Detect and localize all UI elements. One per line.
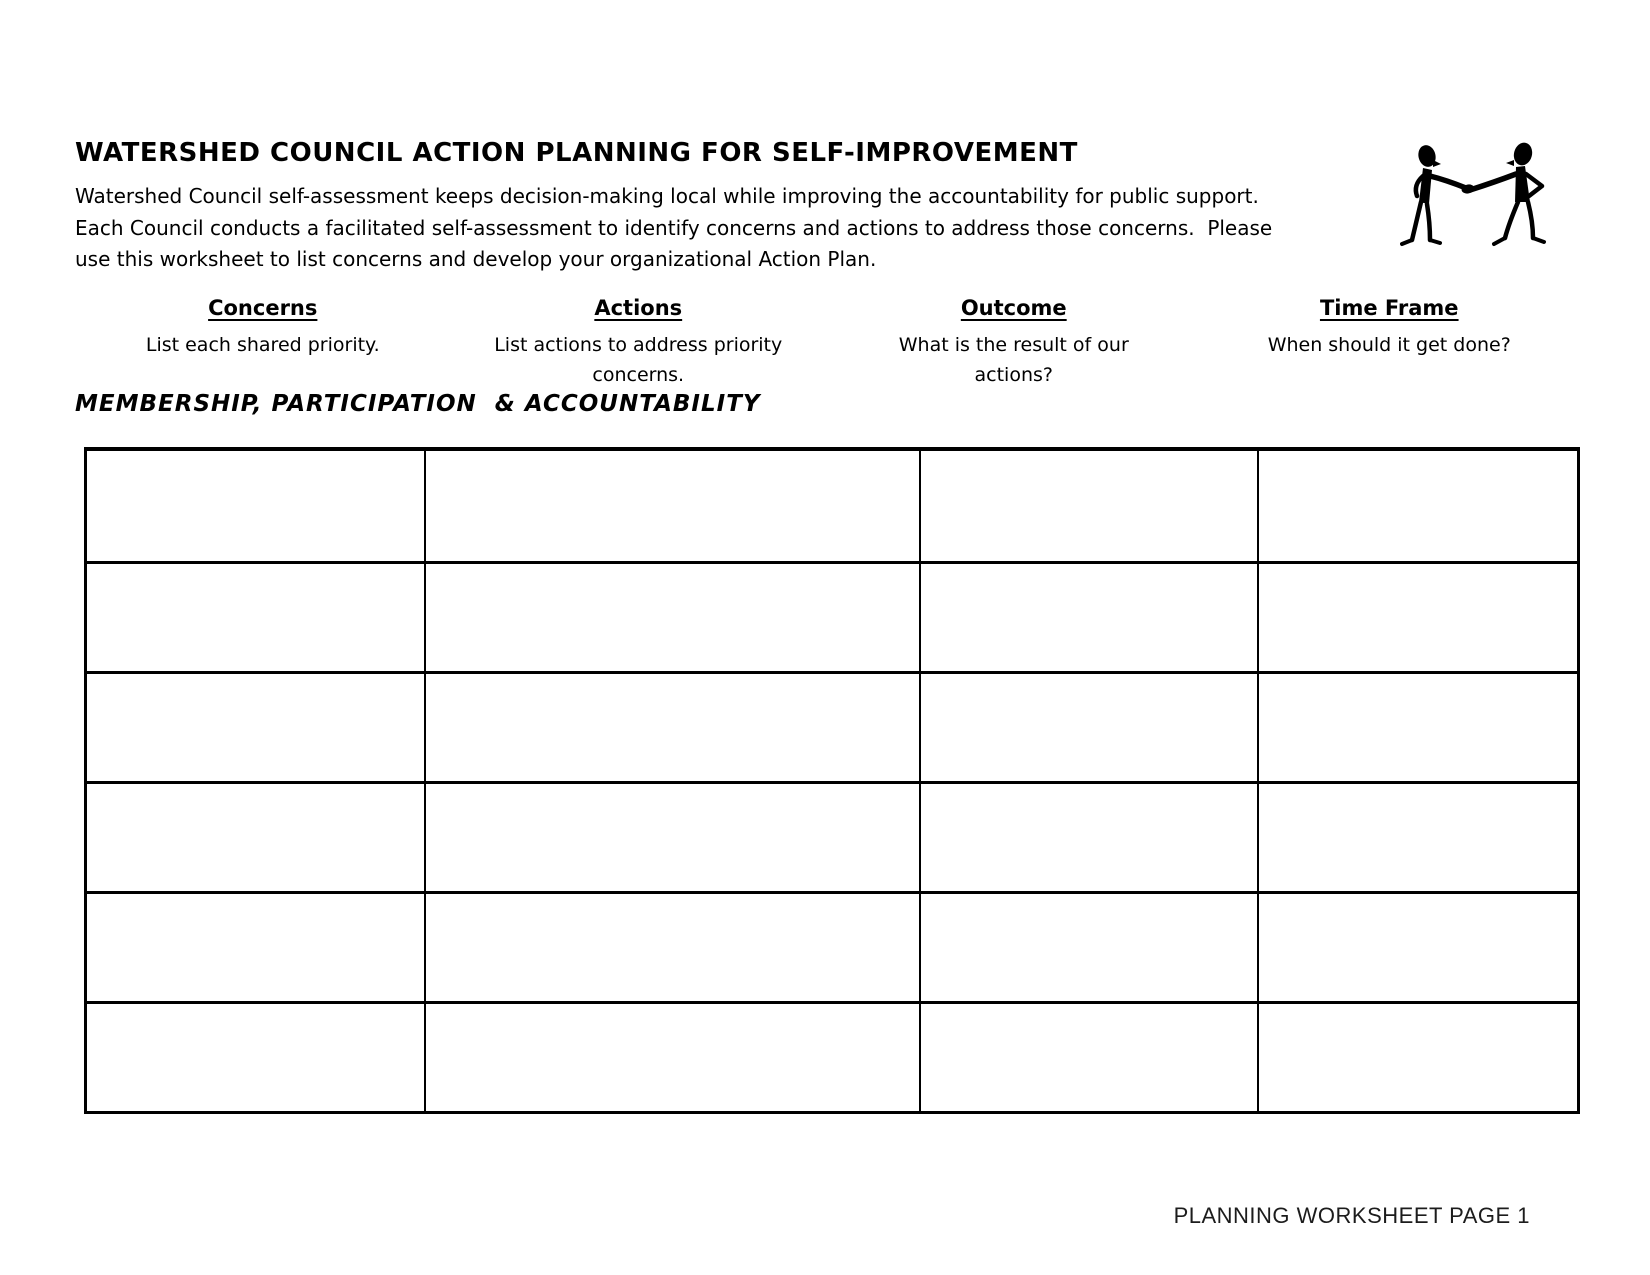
table-cell-r6-c1 xyxy=(87,1001,424,1111)
table-cell-r5-c4 xyxy=(1257,891,1577,1001)
page-title: WATERSHED COUNCIL ACTION PLANNING FOR SELF-IMPROVEMENT xyxy=(75,138,1078,168)
column-header-outcome xyxy=(826,296,1202,390)
table-cell-r1-c3 xyxy=(919,451,1256,561)
intro-line: Each Council conducts a facilitated self-assessment to identify concerns and actions to address those concerns. Please xyxy=(75,215,1273,240)
right-figure xyxy=(1470,141,1544,244)
table-cell-r1-c2 xyxy=(424,451,919,561)
table-cell-r3-c3 xyxy=(919,671,1256,781)
table-cell-r2-c2 xyxy=(424,561,919,671)
section-title: MEMBERSHIP, PARTICIPATION & ACCOUNTABILITY xyxy=(75,391,761,417)
column-description: When should it get done? xyxy=(1267,334,1511,356)
table-cell-r2-c4 xyxy=(1257,561,1577,671)
column-description: List each shared priority. xyxy=(145,334,380,356)
column-headers xyxy=(75,296,1577,390)
table-cell-r2-c1 xyxy=(87,561,424,671)
table-cell-r3-c1 xyxy=(87,671,424,781)
table-cell-r4-c2 xyxy=(424,781,919,891)
table-cell-r6-c3 xyxy=(919,1001,1256,1111)
column-label: Time Frame xyxy=(1319,296,1459,320)
column-header-time-frame xyxy=(1202,296,1578,390)
table-cell-r1-c1 xyxy=(87,451,424,561)
table-cell-r6-c4 xyxy=(1257,1001,1577,1111)
handshake-clipart-icon xyxy=(1400,138,1558,270)
table-cell-r1-c4 xyxy=(1257,451,1577,561)
left-figure xyxy=(1402,143,1466,244)
intro-line: use this worksheet to list concerns and develop your organizational Action Plan. xyxy=(75,247,877,271)
table-cell-r4-c4 xyxy=(1257,781,1577,891)
table-cell-r6-c2 xyxy=(424,1001,919,1111)
intro-line: Watershed Council self-assessment keeps decision-making local while improving the accountability for public support. xyxy=(75,184,1259,208)
table-cell-r2-c3 xyxy=(919,561,1256,671)
column-description: List actions to address priority concerns. xyxy=(494,334,783,386)
table-cell-r3-c2 xyxy=(424,671,919,781)
column-header-actions xyxy=(451,296,827,390)
table-cell-r3-c4 xyxy=(1257,671,1577,781)
table-cell-r4-c3 xyxy=(919,781,1256,891)
page-footer: PLANNING WORKSHEET PAGE 1 xyxy=(1173,1203,1530,1228)
intro-paragraph xyxy=(75,181,1272,276)
table-cell-r4-c1 xyxy=(87,781,424,891)
column-label: Outcome xyxy=(960,296,1067,320)
column-description: What is the result of our actions? xyxy=(898,334,1129,386)
planning-table xyxy=(84,447,1580,1114)
table-cell-r5-c3 xyxy=(919,891,1256,1001)
column-label: Concerns xyxy=(208,296,318,320)
column-label: Actions xyxy=(594,296,683,320)
column-header-concerns xyxy=(75,296,451,390)
table-cell-r5-c1 xyxy=(87,891,424,1001)
table-cell-r5-c2 xyxy=(424,891,919,1001)
